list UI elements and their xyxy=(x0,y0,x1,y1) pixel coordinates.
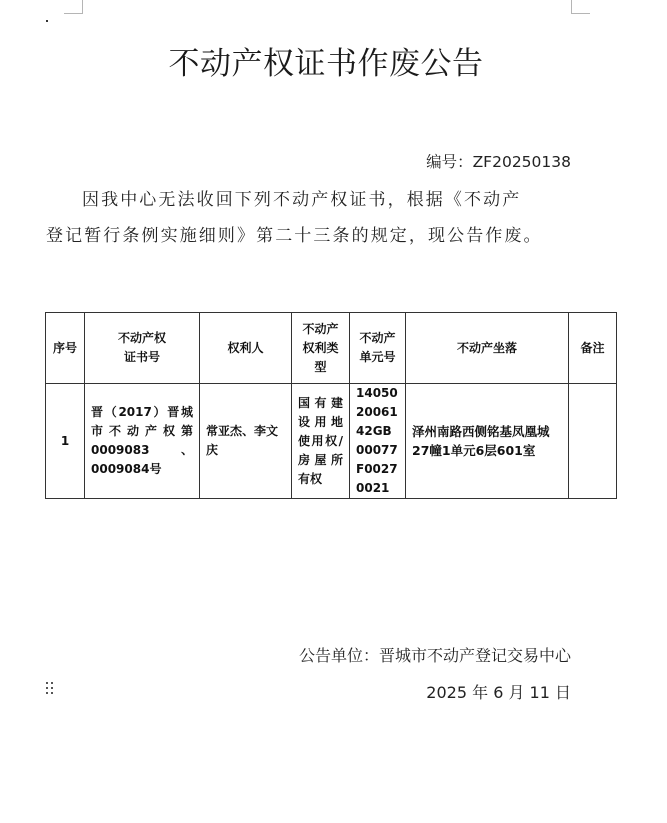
header-unit-no: 不动产单元号 xyxy=(350,313,406,384)
header-seq: 序号 xyxy=(46,313,85,384)
cell-unit-no: 140502006142GB00077F00270021 xyxy=(350,384,406,499)
announcing-unit: 公告单位：晋城市不动产登记交易中心 xyxy=(298,646,571,665)
page-corner-mark-top-left-vertical xyxy=(82,0,83,14)
page-corner-mark-top-right xyxy=(572,13,590,14)
header-location: 不动产坐落 xyxy=(406,313,569,384)
cell-right-type: 国有建设用地使用权/房屋所有权 xyxy=(292,384,350,499)
announcement-date: 2025 年 6 月 11 日 xyxy=(426,683,571,702)
drag-handle-icon[interactable] xyxy=(46,682,56,698)
page-title: 不动产权证书作废公告 xyxy=(168,46,484,82)
cell-seq: 1 xyxy=(46,384,85,499)
header-cert-no: 不动产权证书号 xyxy=(85,313,200,384)
cell-remark xyxy=(569,384,617,499)
notice-body-line-2: 登记暂行条例实施细则》第二十三条的规定，现公告作废。 xyxy=(46,226,543,246)
page-corner-mark-top-left xyxy=(64,13,82,14)
notice-body-line-1: 因我中心无法收回下列不动产权证书，根据《不动产 xyxy=(82,190,522,210)
page-corner-mark-top-right-vertical xyxy=(571,0,572,14)
table-header-row xyxy=(46,313,617,384)
text-cursor-mark xyxy=(46,20,48,22)
cell-cert-no: 晋（2017）晋城市不动产权第0009083、0009084号 xyxy=(85,384,200,499)
cell-owner: 常亚杰、李文庆 xyxy=(200,384,292,499)
table-row xyxy=(46,384,617,499)
void-certificate-table xyxy=(45,312,617,499)
document-number: 编号：ZF20250138 xyxy=(426,153,571,171)
notice-body xyxy=(46,182,586,254)
cell-location: 泽州南路西侧铭基凤凰城27幢1单元6层601室 xyxy=(406,384,569,499)
header-remark: 备注 xyxy=(569,313,617,384)
header-owner: 权利人 xyxy=(200,313,292,384)
header-right-type: 不动产权利类型 xyxy=(292,313,350,384)
